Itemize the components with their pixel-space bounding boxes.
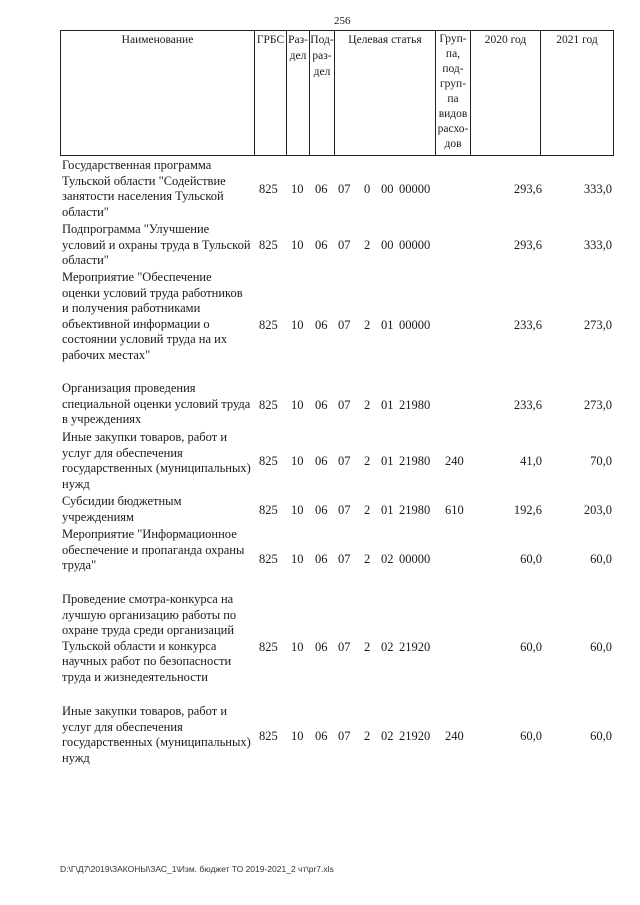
- row-value-2021: 60,0: [590, 552, 612, 566]
- row-value-2020: 60,0: [520, 729, 542, 743]
- row-group: 610: [445, 503, 464, 517]
- row-name: Государственная программа Тульской области "Содействие занятости населения Тульской области": [62, 158, 226, 219]
- row-cs-program: 07: [338, 729, 351, 743]
- row-value-2020: 233,6: [513, 398, 542, 412]
- row-cs-direction: 21920: [399, 729, 431, 743]
- row-razdel: 10: [291, 640, 304, 654]
- row-cs-program: 07: [338, 182, 351, 196]
- row-grbs: 825: [259, 398, 278, 412]
- row-cs-direction: 21980: [399, 398, 431, 412]
- row-cs-program: 07: [338, 454, 351, 468]
- row-cs-subprogram: 2: [364, 318, 371, 332]
- row-value-2020: 293,6: [513, 182, 542, 196]
- row-grbs: 825: [259, 640, 278, 654]
- row-value-2021: 60,0: [590, 729, 612, 743]
- row-podrazdel: 06: [315, 318, 328, 332]
- row-grbs: 825: [259, 182, 278, 196]
- row-cs-event: 00: [381, 182, 394, 196]
- row-cs-event: 02: [381, 552, 394, 566]
- row-name: Иные закупки товаров, работ и услуг для обеспечения государственных (муниципальных) нужд: [62, 704, 251, 765]
- row-cs-program: 07: [338, 398, 351, 412]
- row-grbs: 825: [259, 552, 278, 566]
- row-razdel: 10: [291, 729, 304, 743]
- row-value-2021: 333,0: [583, 182, 612, 196]
- row-cs-direction: 00000: [399, 182, 431, 196]
- row-cs-subprogram: 2: [364, 503, 371, 517]
- row-cs-event: 01: [381, 503, 394, 517]
- row-podrazdel: 06: [315, 552, 328, 566]
- row-value-2021: 273,0: [583, 398, 612, 412]
- row-podrazdel: 06: [315, 503, 328, 517]
- row-group: 240: [445, 454, 464, 468]
- header-razdel: Раз- дел: [287, 30, 310, 156]
- row-cs-subprogram: 2: [364, 398, 371, 412]
- row-name: Мероприятие "Информационное обеспечение и пропаганда охраны труда": [62, 527, 245, 572]
- row-group: 240: [445, 729, 464, 743]
- row-value-2021: 273,0: [583, 318, 612, 332]
- row-razdel: 10: [291, 552, 304, 566]
- row-cs-event: 01: [381, 398, 394, 412]
- row-cs-program: 07: [338, 318, 351, 332]
- row-cs-subprogram: 2: [364, 552, 371, 566]
- page-number: 256: [334, 15, 351, 27]
- row-value-2021: 203,0: [583, 503, 612, 517]
- row-value-2020: 60,0: [520, 640, 542, 654]
- row-podrazdel: 06: [315, 238, 328, 252]
- row-name: Мероприятие "Обеспечение оценки условий труда работников и получения работниками объективной информации о состоянии условий труда на их рабочих местах": [62, 270, 243, 362]
- row-grbs: 825: [259, 503, 278, 517]
- row-cs-event: 02: [381, 640, 394, 654]
- row-grbs: 825: [259, 318, 278, 332]
- row-name: Организация проведения специальной оценки условий труда в учреждениях: [62, 381, 251, 426]
- row-podrazdel: 06: [315, 729, 328, 743]
- row-cs-event: 01: [381, 318, 394, 332]
- row-podrazdel: 06: [315, 398, 328, 412]
- row-cs-event: 02: [381, 729, 394, 743]
- header-2021: 2021 год: [541, 30, 614, 156]
- row-razdel: 10: [291, 503, 304, 517]
- row-cs-subprogram: 0: [364, 182, 371, 196]
- row-value-2021: 60,0: [590, 640, 612, 654]
- row-cs-program: 07: [338, 552, 351, 566]
- row-razdel: 10: [291, 398, 304, 412]
- row-value-2020: 293,6: [513, 238, 542, 252]
- row-cs-subprogram: 2: [364, 238, 371, 252]
- header-podrazdel: Под- раз- дел: [310, 30, 335, 156]
- header-grbs: ГРБС: [255, 30, 287, 156]
- row-cs-event: 01: [381, 454, 394, 468]
- row-razdel: 10: [291, 238, 304, 252]
- row-podrazdel: 06: [315, 454, 328, 468]
- row-name: Проведение смотра-конкурса на лучшую организацию работы по охране труда среди организаций Тульской области и конкурса научных работ по безопасности труда и жизнедеятельности: [62, 592, 237, 684]
- row-razdel: 10: [291, 454, 304, 468]
- row-cs-program: 07: [338, 640, 351, 654]
- row-cs-direction: 00000: [399, 238, 431, 252]
- row-grbs: 825: [259, 729, 278, 743]
- row-cs-subprogram: 2: [364, 640, 371, 654]
- header-celevaya-statya: Целевая статья: [335, 30, 436, 156]
- header-name: Наименование: [60, 30, 255, 156]
- row-razdel: 10: [291, 318, 304, 332]
- row-name: Субсидии бюджетным учреждениям: [62, 494, 182, 524]
- row-cs-event: 00: [381, 238, 394, 252]
- row-grbs: 825: [259, 238, 278, 252]
- row-cs-direction: 21980: [399, 503, 431, 517]
- row-cs-subprogram: 2: [364, 454, 371, 468]
- row-cs-direction: 00000: [399, 552, 431, 566]
- header-2020: 2020 год: [471, 30, 541, 156]
- row-podrazdel: 06: [315, 640, 328, 654]
- row-value-2021: 333,0: [583, 238, 612, 252]
- row-cs-subprogram: 2: [364, 729, 371, 743]
- row-cs-direction: 21980: [399, 454, 431, 468]
- row-podrazdel: 06: [315, 182, 328, 196]
- row-value-2020: 192,6: [513, 503, 542, 517]
- row-cs-direction: 21920: [399, 640, 431, 654]
- row-value-2020: 60,0: [520, 552, 542, 566]
- row-grbs: 825: [259, 454, 278, 468]
- row-cs-direction: 00000: [399, 318, 431, 332]
- row-value-2021: 70,0: [590, 454, 612, 468]
- row-value-2020: 233,6: [513, 318, 542, 332]
- row-cs-program: 07: [338, 503, 351, 517]
- row-cs-program: 07: [338, 238, 351, 252]
- row-value-2020: 41,0: [520, 454, 542, 468]
- row-razdel: 10: [291, 182, 304, 196]
- header-gruppa: Груп- па, под- груп- па видов расхо- дов: [436, 30, 471, 156]
- file-path-footer: D:\Г\Д7\2019\ЗАКОНЫ\ЗАС_1\Изм. бюджет ТО 2019-2021_2 чт\pr7.xls: [60, 864, 334, 874]
- row-name: Подпрограмма "Улучшение условий и охраны труда в Тульской области": [62, 222, 251, 267]
- row-name: Иные закупки товаров, работ и услуг для обеспечения государственных (муниципальных) нужд: [62, 430, 251, 491]
